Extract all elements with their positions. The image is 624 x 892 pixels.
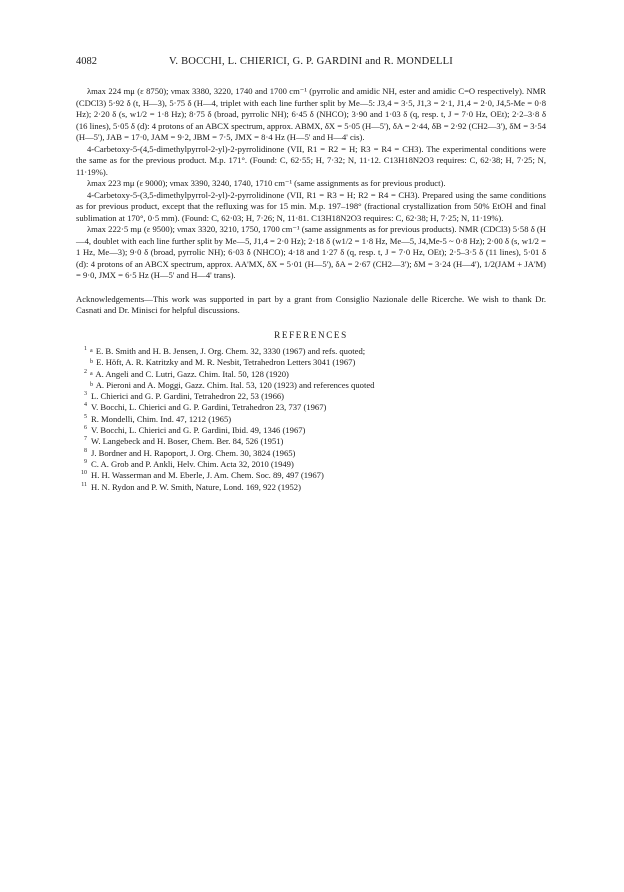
- reference-number: 6: [84, 425, 87, 432]
- reference-item: [76, 391, 546, 402]
- reference-text: L. Chierici and G. P. Gardini, Tetrahedron 22, 53 (1966): [91, 391, 285, 402]
- reference-text: E. Höft, A. R. Katritzky and M. R. Nesbit, Tetrahedron Letters 3041 (1967): [96, 357, 356, 368]
- reference-number: 5: [84, 413, 87, 420]
- reference-item: [76, 380, 546, 391]
- article-body: [76, 86, 546, 493]
- reference-text: A. Pieroni and A. Moggi, Gazz. Chim. Ital. 53, 120 (1923) and references quoted: [95, 379, 375, 390]
- reference-text: H. H. Wasserman and M. Eberle, J. Am. Chem. Soc. 89, 497 (1967): [91, 470, 324, 481]
- reference-item: [76, 482, 546, 493]
- reference-number: 3: [84, 391, 87, 398]
- reference-number: 9: [84, 458, 87, 465]
- reference-number: 4: [84, 402, 87, 409]
- reference-item: [76, 346, 546, 357]
- reference-text: V. Bocchi, L. Chierici and G. P. Gardini, Tetrahedron 23, 737 (1967): [91, 402, 327, 413]
- reference-subletter: b: [90, 381, 93, 388]
- reference-item: [76, 357, 546, 368]
- reference-item: [76, 459, 546, 470]
- paragraph-spectra-4-5-dimethyl: λmax 223 mμ (ε 9000); νmax 3390, 3240, 1740, 1710 cm⁻¹ (same assignments as for previous product).: [87, 178, 446, 188]
- reference-text: H. N. Rydon and P. W. Smith, Nature, Lond. 169, 922 (1952): [91, 481, 301, 492]
- reference-text: C. A. Grob and P. Ankli, Helv. Chim. Acta 32, 2010 (1949): [91, 458, 294, 469]
- reference-item: [76, 402, 546, 413]
- reference-text: W. Langebeck and H. Boser, Chem. Ber. 84, 526 (1951): [91, 436, 284, 447]
- reference-subletter: a: [90, 348, 93, 354]
- reference-number: 7: [84, 436, 87, 443]
- paragraph-compound-4-5-dimethyl: 4-Carbetoxy-5-(4,5-dimethylpyrrol-2-yl)-2-pyrrolidinone (VII, R1 = R2 = H; R3 = R4 = CH3). The experimental conditions were the same as for the previous product. M.p. 171°. (Found: C, 62·55; H, 7·32; N, 11·12. C13H18N2O3 requires: C, 62·38; H, 7·25; N, 11·19%).: [76, 143, 546, 177]
- reference-number: 2: [84, 368, 87, 375]
- reference-number: 11: [81, 481, 87, 488]
- reference-text: V. Bocchi, L. Chierici and G. P. Gardini, Ibid. 49, 1346 (1967): [91, 425, 306, 436]
- paragraph-compound-3-5-dimethyl: 4-Carbetoxy-5-(3,5-dimethylpyrrol-2-yl)-2-pyrrolidinone (VII, R1 = R3 = H; R2 = R4 = CH3). Prepared using the same conditions as for previous product, except that the refluxing was for 15 min. M.p. 197–198° (fractional crystallization from 50% EtOH and final sublimation at 170°, 0·5 mm). (Found: C, 62·03; H, 7·26; N, 11·81. C13H18N2O3 requires: C, 62·38; H, 7·25; N, 11·19%).: [76, 189, 546, 223]
- reference-number: 10: [81, 470, 87, 477]
- paragraph-spectra-vi: λmax 224 mμ (ε 8750); νmax 3380, 3220, 1740 and 1700 cm⁻¹ (pyrrolic and amidic NH, ester and amidic C=O respectively). NMR (CDCl3) 5·92 δ (t, H—3), 5·75 δ (H—4, triplet with each line further split by Me—5: J3,4 = 3·5, J1,3 = 2·1, J1,4 = 2·0, J4,5-Me = 0·8 Hz); 2·20 δ (s, w1/2 = 1·8 Hz); 8·75 δ (broad, pyrrolic NH); 6·45 δ (NHCO); 3·90 and 1·03 δ (q, resp. t, J = 7·0 Hz, OEt); 2·2–3·8 δ (16 lines), 5·05 δ (d): 4 protons of an ABCX spectrum, approx. ABMX, δX = 5·05 (H—5'), δA = 2·44, δB = 2·92 (CH2—3'), δM = 3·54 (H—5'), JAB = 17·0, JAM = 9·2, JBM = 7·5, JMX = 8·4 Hz (H—5' and H—4' cis).: [76, 86, 546, 142]
- references-list: [76, 346, 546, 493]
- reference-item: [76, 436, 546, 447]
- reference-item: [76, 470, 546, 481]
- reference-item: [76, 414, 546, 425]
- reference-text: R. Mondelli, Chim. Ind. 47, 1212 (1965): [91, 413, 232, 424]
- reference-number: 8: [84, 447, 87, 454]
- reference-subletter: a: [90, 370, 93, 377]
- references-heading: REFERENCES: [274, 329, 348, 340]
- reference-text: E. B. Smith and H. B. Jensen, J. Org. Chem. 32, 3330 (1967) and refs. quoted;: [95, 346, 366, 356]
- page-number: 4082: [76, 56, 97, 67]
- reference-number: 1: [84, 346, 87, 352]
- reference-subletter: b: [90, 359, 93, 366]
- acknowledgements: Acknowledgements—This work was supported in part by a grant from Consiglio Nazionale delle Ricerche. We wish to thank Dr. Casnati and Dr. Minisci for helpful discussions.: [76, 293, 546, 315]
- running-header: [76, 56, 546, 70]
- reference-item: [76, 448, 546, 459]
- reference-text: A. Angeli and C. Lutri, Gazz. Chim. Ital. 50, 128 (1920): [95, 368, 289, 379]
- paragraph-spectra-3-5-dimethyl: λmax 222·5 mμ (ε 9500); νmax 3320, 3210, 1750, 1700 cm⁻¹ (same assignments as for previous products). NMR (CDCl3) 5·58 δ (H—4, doublet with each line further split by Me—5, J1,4 = 2·0 Hz); 2·18 δ (w1/2 = 1·8 Hz, Me—5, J4,Me-5 ~ 0·8 Hz); 2·00 δ (s, w1/2 = 1 Hz, Me—3); 9·0 δ (broad, pyrrolic NH); 6·03 δ (NHCO); 4·18 and 1·27 δ (q, resp. t, J = 7·0 Hz, OEt); 2·5–3·5 δ (11 lines), 5·01 δ (d): 4 protons of an ABCX spectrum, approx. AA'MX, δX = 5·01 (H—5'), δA = 2·67 (CH2—3'); δM = 3·24 (H—4'), 1/2(JAM + JA'M) = 9·0, JMX = 6·5 Hz (H—5' and H—4' trans).: [76, 224, 546, 280]
- reference-item: [76, 369, 546, 380]
- running-header-authors: V. BOCCHI, L. CHIERICI, G. P. GARDINI and R. MONDELLI: [169, 56, 453, 67]
- reference-text: J. Bordner and H. Rapoport, J. Org. Chem. 30, 3824 (1965): [91, 447, 296, 458]
- reference-item: [76, 425, 546, 436]
